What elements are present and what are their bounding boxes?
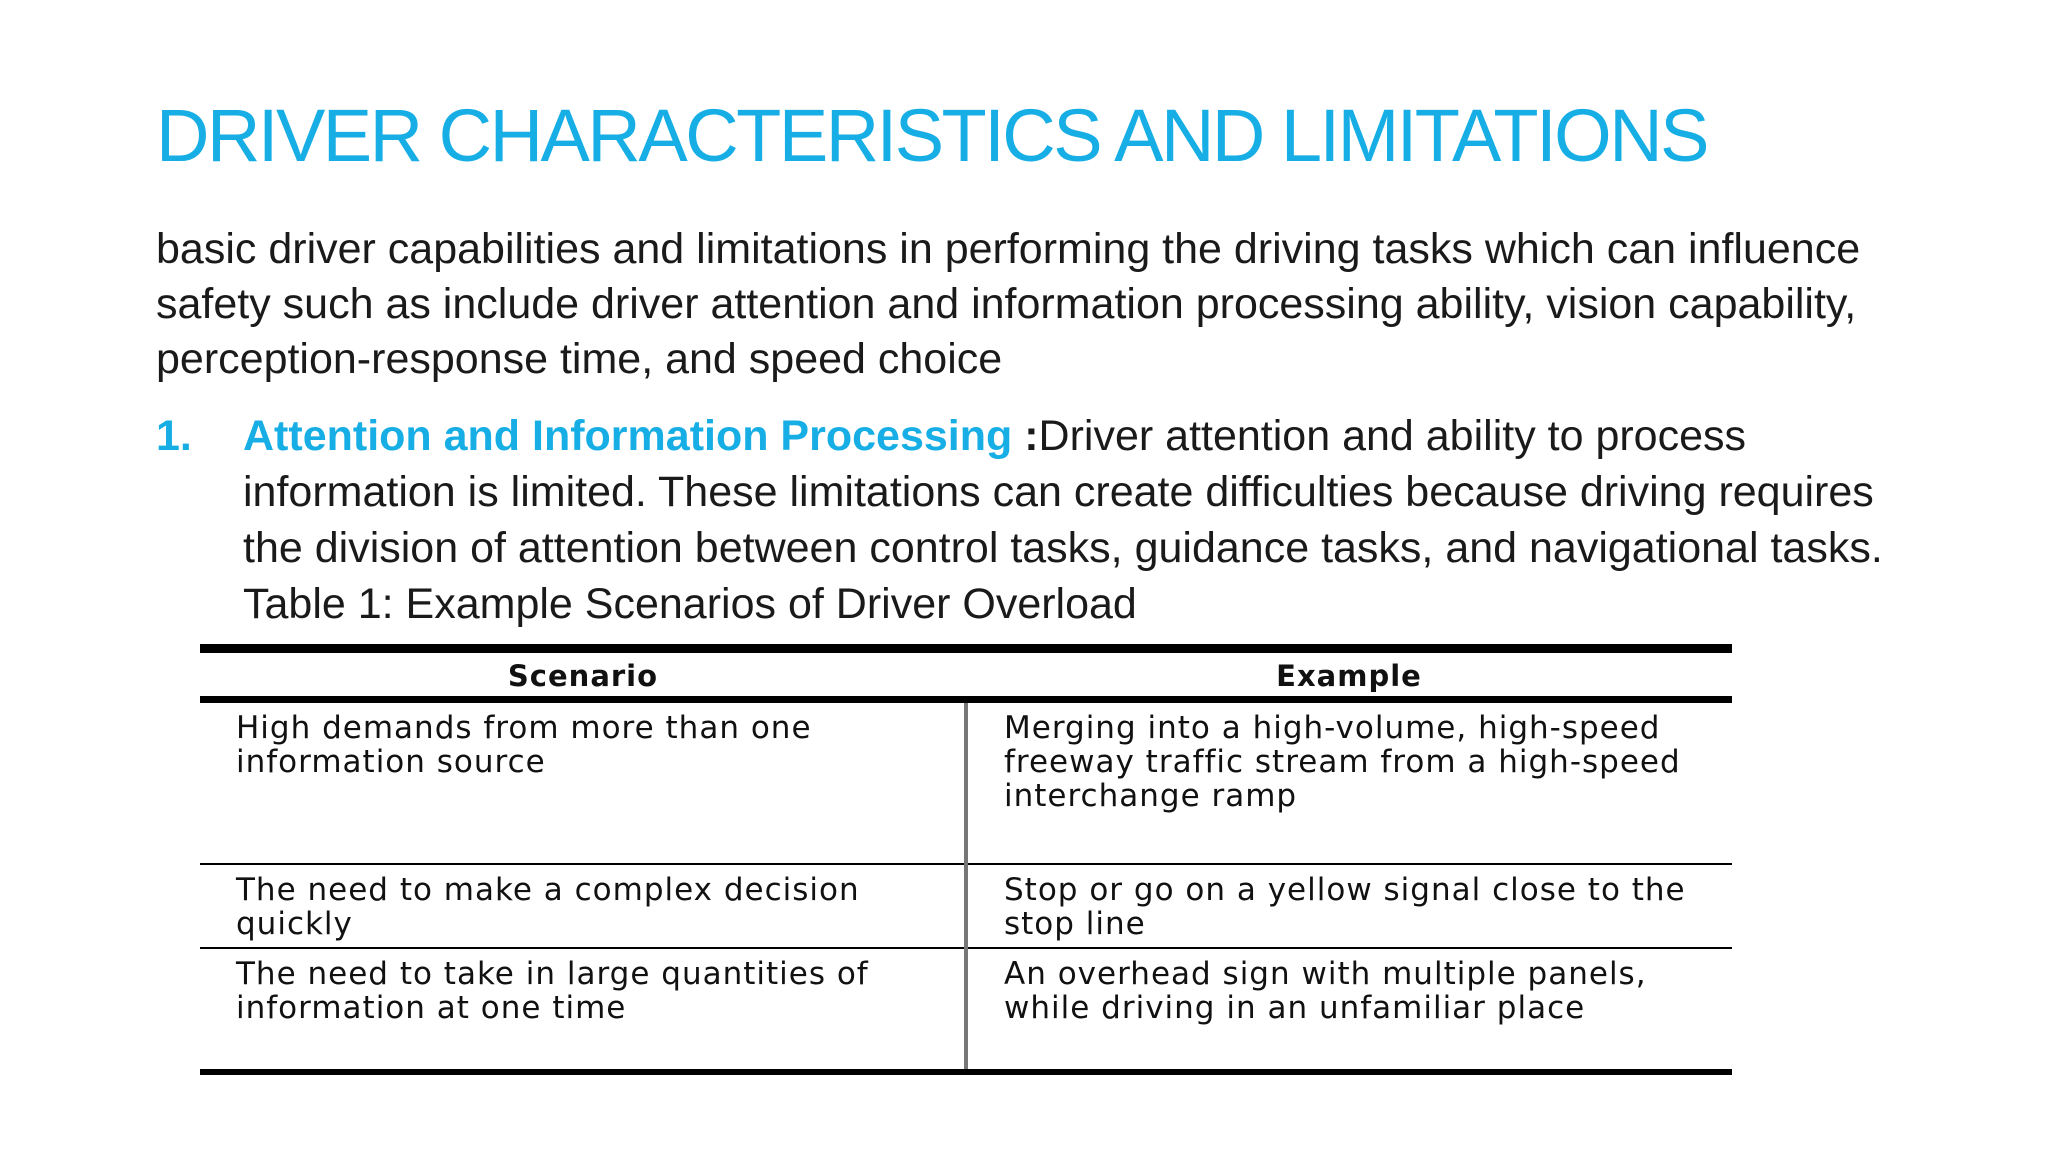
table-header-example: Example [966, 649, 1732, 700]
table-header-row [200, 649, 1732, 700]
table-row [200, 864, 1732, 948]
table-cell-scenario: High demands from more than one information source [200, 700, 966, 865]
table-cell-example: An overhead sign with multiple panels, while driving in an unfamiliar place [1004, 956, 1647, 1026]
table-row [200, 700, 1732, 865]
overload-scenarios-table [200, 644, 1732, 1075]
table-cell-example: Merging into a high-volume, high-speed freeway traffic stream from a high-speed interchange ramp [966, 700, 1732, 865]
table-cell-scenario: The need to make a complex decision quickly [200, 864, 966, 948]
list-item-colon: : [1012, 412, 1039, 460]
table-header-scenario: Scenario [200, 649, 966, 700]
numbered-list-item [156, 408, 1936, 632]
slide-title: DRIVER CHARACTERISTICS AND LIMITATIONS [156, 94, 1707, 177]
list-item-text: Driver attention and ability to process information is limited. These limitations can create difficulties because driving requires the division of attention between control tasks, guidance tasks, and navigational tasks. Table 1: Example Scenarios of Driver Overload [243, 412, 1883, 628]
list-item-heading: Attention and Information Processing [243, 412, 1013, 460]
table-row [200, 948, 1732, 1072]
list-item-body [243, 408, 1933, 632]
overload-table-container [200, 644, 1732, 1075]
list-item-number: 1. [156, 412, 192, 460]
table-cell-scenario: The need to take in large quantities of information at one time [200, 948, 966, 1072]
intro-paragraph: basic driver capabilities and limitations in performing the driving tasks which can influence safety such as include driver attention and information processing ability, vision capability, perception-response time, and speed choice [156, 225, 1861, 383]
table-cell-example: Stop or go on a yellow signal close to the stop line [966, 864, 1732, 948]
